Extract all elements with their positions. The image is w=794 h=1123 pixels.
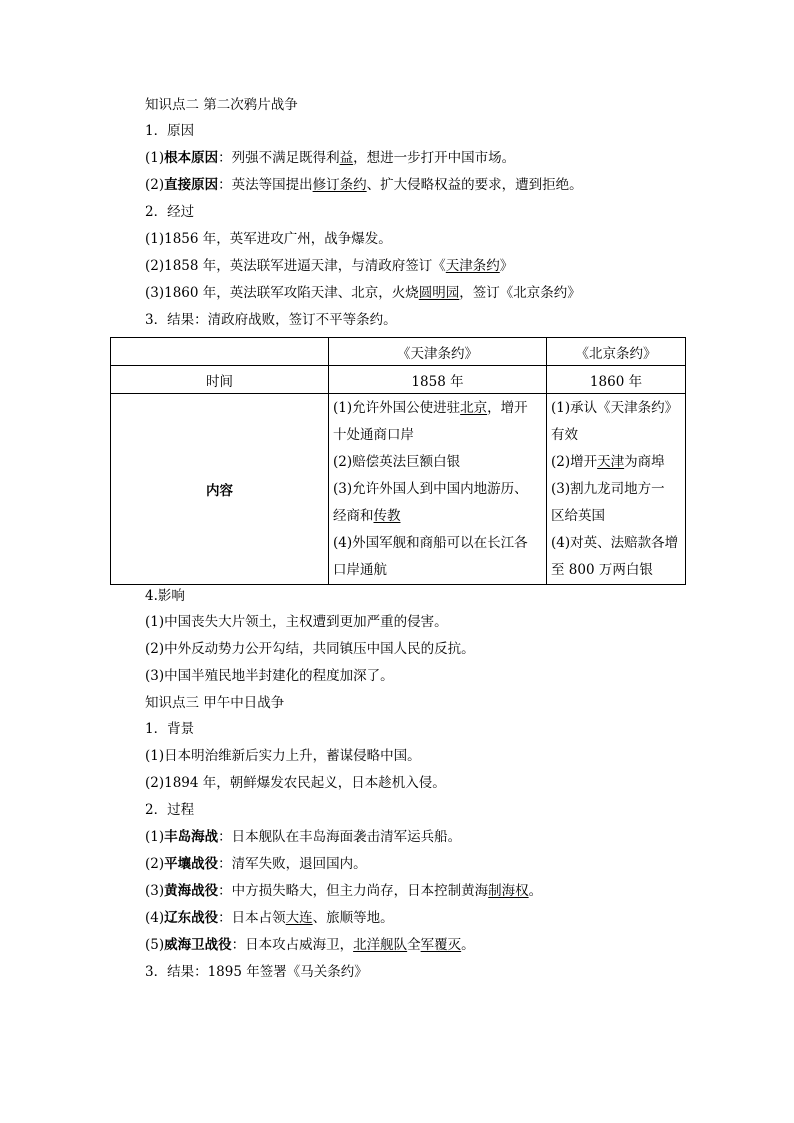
item-text: ，想进一步打开中国市场。 <box>353 150 516 166</box>
cell-line: 口岸通航 <box>333 561 387 578</box>
battle-item-1 <box>145 828 461 846</box>
bold-label: 平壤战役 <box>164 856 219 872</box>
item-number: (3) <box>145 883 165 899</box>
table-row-time <box>111 366 686 394</box>
cell-line: (4)对英、法赔款各增 <box>551 534 679 551</box>
underlined-term: 天津条约 <box>445 258 500 274</box>
cell-text: 经商和 <box>333 507 374 524</box>
table-cell-tianjin-content <box>329 394 547 585</box>
impact-item-3: (3)中国半殖民地半封建化的程度加深了。 <box>145 668 394 684</box>
section-heading-sino-japanese-war: 知识点三 甲午中日战争 <box>145 695 285 711</box>
bold-label: 威海卫战役 <box>164 937 232 953</box>
process-title: 2．经过 <box>145 204 195 220</box>
cell-line: (4)外国军舰和商船可以在长江各 <box>333 534 528 551</box>
item-text: (3)1860 年，英法联军攻陷天津、北京，火烧 <box>145 285 419 301</box>
cell-line: 有效 <box>551 426 578 443</box>
item-text: 英法等国提出 <box>231 177 313 193</box>
table-cell-tianjin-time: 1858 年 <box>329 366 547 394</box>
bold-label: 辽东战役 <box>164 910 219 926</box>
table-header-empty-cell <box>111 338 329 366</box>
item-text: 。 <box>528 883 543 899</box>
cell-line: 至 800 万两白银 <box>551 561 653 578</box>
item-number: (1) <box>145 150 165 166</box>
table-header-row <box>111 338 686 366</box>
bold-label: 黄海战役 <box>164 883 219 899</box>
separator: ： <box>218 856 232 872</box>
item-text: 全 <box>407 937 421 953</box>
result-title: 3．结果：清政府战败，签订不平等条约。 <box>145 312 397 328</box>
war-result: 3．结果：1895 年签署《马关条约》 <box>145 964 368 980</box>
cell-text: ，增开 <box>487 399 528 416</box>
table-cell-beijing-time: 1860 年 <box>547 366 686 394</box>
battle-item-2 <box>145 855 367 873</box>
separator: ： <box>218 910 232 926</box>
table-header-beijing: 《北京条约》 <box>547 338 686 366</box>
cause-item-2 <box>145 176 583 194</box>
underlined-term: 修订条约 <box>312 177 367 193</box>
item-number: (2) <box>145 856 165 872</box>
separator: ： <box>218 150 232 166</box>
section-heading-second-opium-war: 知识点二 第二次鸦片战争 <box>145 97 298 113</box>
battle-item-5 <box>145 936 475 954</box>
separator: ： <box>218 177 232 193</box>
underlined-term: 益 <box>339 150 354 166</box>
underlined-term: 圆明园 <box>418 285 460 301</box>
cause-item-1 <box>145 149 515 167</box>
battle-item-3 <box>145 882 542 900</box>
item-text: ，签订《北京条约》 <box>459 285 581 301</box>
cell-text: (2)增开 <box>551 453 598 470</box>
cell-line <box>333 503 542 530</box>
background-title: 1．背景 <box>145 721 195 737</box>
item-text: 列强不满足既得利 <box>231 150 340 166</box>
underlined-term: 大连 <box>285 910 313 926</box>
process-item-2 <box>145 257 513 275</box>
battle-item-4 <box>145 909 394 927</box>
process-item-1: (1)1856 年，英军进攻广州，战争爆发。 <box>145 231 392 247</box>
table-cell-beijing-content <box>547 394 686 585</box>
item-text: 、旅顺等地。 <box>312 910 394 926</box>
bold-label: 丰岛海战 <box>164 829 219 845</box>
underlined-term: 传教 <box>373 507 401 524</box>
item-text: 日本占领 <box>231 910 286 926</box>
impact-item-1: (1)中国丧失大片领土，主权遭到更加严重的侵害。 <box>145 614 448 630</box>
cell-line: 十处通商口岸 <box>333 426 414 443</box>
item-number: (4) <box>145 910 165 926</box>
separator: ： <box>218 829 232 845</box>
item-text: (2)1858 年，英法联军进逼天津，与清政府签订《 <box>145 258 446 274</box>
treaty-comparison-table <box>110 337 686 585</box>
underlined-term: 北京 <box>460 399 488 416</box>
table-label-time: 时间 <box>111 366 329 394</box>
item-text: 清军失败，退回国内。 <box>231 856 367 872</box>
cell-text: 为商埠 <box>624 453 665 470</box>
item-number: (2) <box>145 177 165 193</box>
underlined-term: 天津 <box>597 453 625 470</box>
bold-label: 根本原因 <box>164 150 219 166</box>
cell-line: (2)赔偿英法巨额白银 <box>333 453 461 470</box>
separator: ： <box>218 883 232 899</box>
cell-line: (1)承认《天津条约》 <box>551 399 679 416</box>
war-process-title: 2．过程 <box>145 802 195 818</box>
separator: ： <box>231 937 246 953</box>
item-text: 日本舰队在丰岛海面袭击清军运兵船。 <box>231 829 462 845</box>
impact-title: 4.影响 <box>145 588 185 604</box>
table-header-tianjin: 《天津条约》 <box>329 338 547 366</box>
item-text: 、扩大侵略权益的要求，遭到拒绝。 <box>366 177 583 193</box>
underlined-term: 军覆灭 <box>420 937 462 953</box>
cause-title: 1．原因 <box>145 123 195 139</box>
background-item-1: (1)日本明治维新后实力上升，蓄谋侵略中国。 <box>145 748 421 764</box>
bold-label: 直接原因 <box>164 177 219 193</box>
cell-line: (3)割九龙司地方一 <box>551 480 665 497</box>
cell-line <box>551 449 681 476</box>
impact-item-2: (2)中外反动势力公开勾结，共同镇压中国人民的反抗。 <box>145 641 475 657</box>
item-number: (5) <box>145 937 165 953</box>
cell-line: 区给英国 <box>551 507 605 524</box>
background-item-2: (2)1894 年，朝鲜爆发农民起义，日本趁机入侵。 <box>145 775 446 791</box>
underlined-term: 制海权 <box>488 883 529 899</box>
cell-text: (1)允许外国公使进驻 <box>333 399 461 416</box>
item-text: 日本攻占威海卫， <box>245 937 354 953</box>
cell-line <box>333 395 542 422</box>
item-text: 。 <box>461 937 475 953</box>
table-row-content <box>111 394 686 585</box>
table-label-content: 内容 <box>111 394 329 585</box>
item-number: (1) <box>145 829 165 845</box>
item-text: 中方损失略大，但主力尚存，日本控制黄海 <box>231 883 489 899</box>
item-text: 》 <box>499 258 514 274</box>
cell-line: (3)允许外国人到中国内地游历、 <box>333 480 528 497</box>
underlined-term: 北洋舰队 <box>353 937 408 953</box>
process-item-3 <box>145 284 581 302</box>
